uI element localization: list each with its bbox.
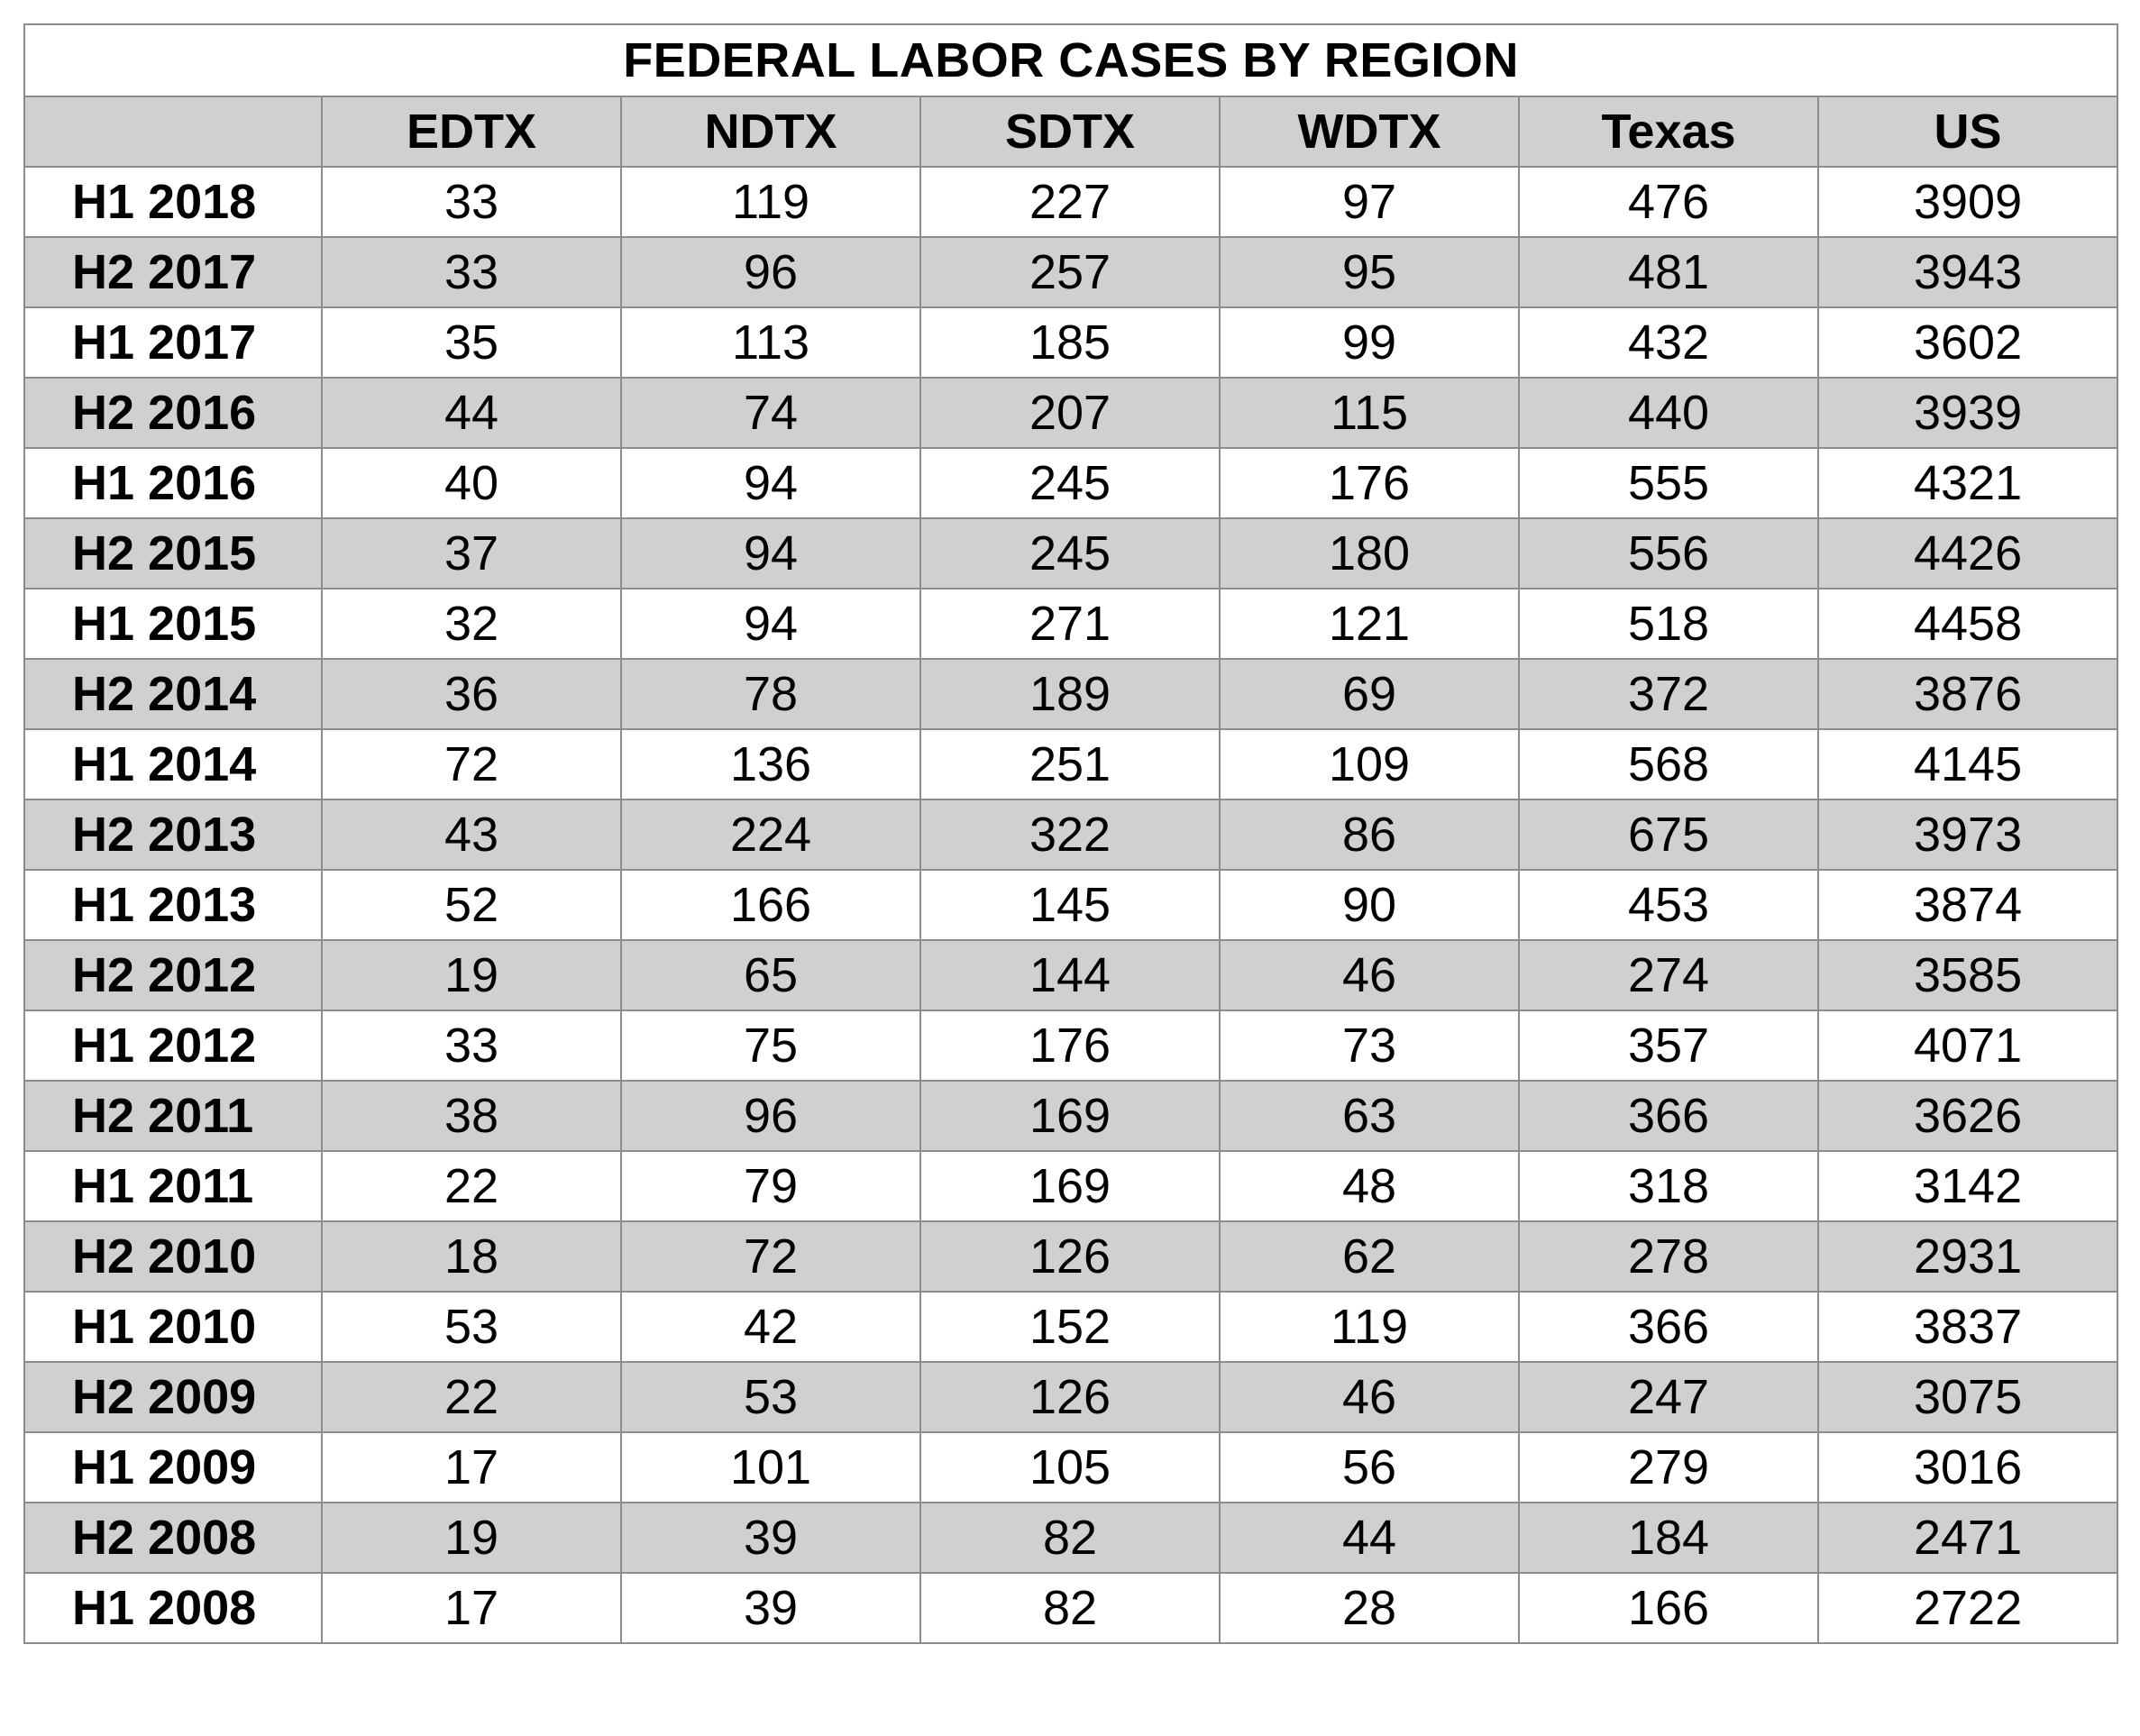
- value-cell: 19: [322, 940, 621, 1010]
- value-cell: 115: [1220, 378, 1519, 448]
- value-cell: 180: [1220, 518, 1519, 589]
- value-cell: 518: [1519, 589, 1818, 659]
- value-cell: 3876: [1818, 659, 2117, 729]
- row-label: H2 2009: [24, 1362, 322, 1432]
- value-cell: 3973: [1818, 799, 2117, 870]
- value-cell: 126: [920, 1362, 1220, 1432]
- value-cell: 94: [621, 518, 920, 589]
- value-cell: 82: [920, 1573, 1220, 1643]
- value-cell: 43: [322, 799, 621, 870]
- value-cell: 3943: [1818, 237, 2117, 307]
- column-header: EDTX: [322, 96, 621, 167]
- value-cell: 33: [322, 167, 621, 237]
- value-cell: 35: [322, 307, 621, 378]
- value-cell: 189: [920, 659, 1220, 729]
- value-cell: 33: [322, 1010, 621, 1081]
- table-row: [24, 307, 2117, 378]
- value-cell: 476: [1519, 167, 1818, 237]
- value-cell: 18: [322, 1221, 621, 1292]
- value-cell: 555: [1519, 448, 1818, 518]
- value-cell: 101: [621, 1432, 920, 1503]
- value-cell: 105: [920, 1432, 1220, 1503]
- table-row: [24, 1503, 2117, 1573]
- value-cell: 176: [1220, 448, 1519, 518]
- value-cell: 169: [920, 1151, 1220, 1221]
- table-row: [24, 378, 2117, 448]
- value-cell: 46: [1220, 940, 1519, 1010]
- column-header: WDTX: [1220, 96, 1519, 167]
- value-cell: 119: [621, 167, 920, 237]
- value-cell: 56: [1220, 1432, 1519, 1503]
- value-cell: 4321: [1818, 448, 2117, 518]
- value-cell: 251: [920, 729, 1220, 799]
- value-cell: 185: [920, 307, 1220, 378]
- row-label: H2 2012: [24, 940, 322, 1010]
- table-row: [24, 1362, 2117, 1432]
- value-cell: 28: [1220, 1573, 1519, 1643]
- row-label: H1 2009: [24, 1432, 322, 1503]
- row-label: H1 2011: [24, 1151, 322, 1221]
- value-cell: 184: [1519, 1503, 1818, 1573]
- row-label: H1 2017: [24, 307, 322, 378]
- table-row: [24, 729, 2117, 799]
- value-cell: 62: [1220, 1221, 1519, 1292]
- value-cell: 3602: [1818, 307, 2117, 378]
- value-cell: 227: [920, 167, 1220, 237]
- value-cell: 19: [322, 1503, 621, 1573]
- column-header: Texas: [1519, 96, 1818, 167]
- row-label: H1 2010: [24, 1292, 322, 1362]
- value-cell: 3837: [1818, 1292, 2117, 1362]
- value-cell: 3874: [1818, 870, 2117, 940]
- value-cell: 4071: [1818, 1010, 2117, 1081]
- value-cell: 257: [920, 237, 1220, 307]
- value-cell: 94: [621, 589, 920, 659]
- value-cell: 322: [920, 799, 1220, 870]
- row-label: H1 2016: [24, 448, 322, 518]
- value-cell: 245: [920, 448, 1220, 518]
- value-cell: 3626: [1818, 1081, 2117, 1151]
- row-label: H2 2011: [24, 1081, 322, 1151]
- value-cell: 22: [322, 1151, 621, 1221]
- value-cell: 2471: [1818, 1503, 2117, 1573]
- value-cell: 3075: [1818, 1362, 2117, 1432]
- value-cell: 145: [920, 870, 1220, 940]
- value-cell: 372: [1519, 659, 1818, 729]
- table-row: [24, 940, 2117, 1010]
- value-cell: 440: [1519, 378, 1818, 448]
- table-row: [24, 659, 2117, 729]
- row-label: H2 2010: [24, 1221, 322, 1292]
- row-label: H1 2012: [24, 1010, 322, 1081]
- value-cell: 53: [621, 1362, 920, 1432]
- value-cell: 82: [920, 1503, 1220, 1573]
- value-cell: 74: [621, 378, 920, 448]
- value-cell: 247: [1519, 1362, 1818, 1432]
- table-body: [24, 167, 2117, 1643]
- value-cell: 126: [920, 1221, 1220, 1292]
- table-row: [24, 1081, 2117, 1151]
- value-cell: 72: [322, 729, 621, 799]
- value-cell: 271: [920, 589, 1220, 659]
- value-cell: 46: [1220, 1362, 1519, 1432]
- value-cell: 36: [322, 659, 621, 729]
- row-label: H2 2014: [24, 659, 322, 729]
- row-label: H1 2008: [24, 1573, 322, 1643]
- value-cell: 166: [621, 870, 920, 940]
- column-header: SDTX: [920, 96, 1220, 167]
- value-cell: 2931: [1818, 1221, 2117, 1292]
- value-cell: 22: [322, 1362, 621, 1432]
- table-row: [24, 589, 2117, 659]
- value-cell: 17: [322, 1432, 621, 1503]
- value-cell: 4145: [1818, 729, 2117, 799]
- table-row: [24, 1010, 2117, 1081]
- value-cell: 3142: [1818, 1151, 2117, 1221]
- value-cell: 38: [322, 1081, 621, 1151]
- value-cell: 72: [621, 1221, 920, 1292]
- value-cell: 274: [1519, 940, 1818, 1010]
- column-header: US: [1818, 96, 2117, 167]
- table-row: [24, 448, 2117, 518]
- value-cell: 37: [322, 518, 621, 589]
- value-cell: 432: [1519, 307, 1818, 378]
- value-cell: 207: [920, 378, 1220, 448]
- row-label: H1 2013: [24, 870, 322, 940]
- table-row: [24, 1573, 2117, 1643]
- value-cell: 556: [1519, 518, 1818, 589]
- value-cell: 3909: [1818, 167, 2117, 237]
- value-cell: 675: [1519, 799, 1818, 870]
- value-cell: 79: [621, 1151, 920, 1221]
- value-cell: 99: [1220, 307, 1519, 378]
- table-row: [24, 870, 2117, 940]
- value-cell: 96: [621, 1081, 920, 1151]
- value-cell: 86: [1220, 799, 1519, 870]
- table-row: [24, 1432, 2117, 1503]
- value-cell: 481: [1519, 237, 1818, 307]
- table-row: [24, 167, 2117, 237]
- value-cell: 166: [1519, 1573, 1818, 1643]
- row-label: H2 2016: [24, 378, 322, 448]
- table-row: [24, 237, 2117, 307]
- row-label: H2 2017: [24, 237, 322, 307]
- value-cell: 121: [1220, 589, 1519, 659]
- value-cell: 176: [920, 1010, 1220, 1081]
- column-header: NDTX: [621, 96, 920, 167]
- column-header-row: [24, 96, 2117, 167]
- value-cell: 109: [1220, 729, 1519, 799]
- value-cell: 453: [1519, 870, 1818, 940]
- row-label: H2 2013: [24, 799, 322, 870]
- value-cell: 96: [621, 237, 920, 307]
- value-cell: 33: [322, 237, 621, 307]
- table-title: FEDERAL LABOR CASES BY REGION: [24, 24, 2117, 96]
- value-cell: 3939: [1818, 378, 2117, 448]
- value-cell: 97: [1220, 167, 1519, 237]
- value-cell: 2722: [1818, 1573, 2117, 1643]
- value-cell: 73: [1220, 1010, 1519, 1081]
- value-cell: 119: [1220, 1292, 1519, 1362]
- value-cell: 65: [621, 940, 920, 1010]
- value-cell: 144: [920, 940, 1220, 1010]
- row-label: H1 2018: [24, 167, 322, 237]
- value-cell: 245: [920, 518, 1220, 589]
- value-cell: 44: [322, 378, 621, 448]
- value-cell: 69: [1220, 659, 1519, 729]
- value-cell: 95: [1220, 237, 1519, 307]
- value-cell: 366: [1519, 1081, 1818, 1151]
- table-row: [24, 1292, 2117, 1362]
- table-row: [24, 1221, 2117, 1292]
- value-cell: 113: [621, 307, 920, 378]
- value-cell: 39: [621, 1503, 920, 1573]
- value-cell: 53: [322, 1292, 621, 1362]
- value-cell: 152: [920, 1292, 1220, 1362]
- value-cell: 32: [322, 589, 621, 659]
- value-cell: 94: [621, 448, 920, 518]
- labor-cases-table: [23, 23, 2118, 1644]
- value-cell: 44: [1220, 1503, 1519, 1573]
- value-cell: 52: [322, 870, 621, 940]
- value-cell: 568: [1519, 729, 1818, 799]
- row-label: H2 2015: [24, 518, 322, 589]
- value-cell: 90: [1220, 870, 1519, 940]
- table-row: [24, 518, 2117, 589]
- row-label: H2 2008: [24, 1503, 322, 1573]
- value-cell: 42: [621, 1292, 920, 1362]
- value-cell: 48: [1220, 1151, 1519, 1221]
- table-row: [24, 799, 2117, 870]
- value-cell: 4458: [1818, 589, 2117, 659]
- value-cell: 318: [1519, 1151, 1818, 1221]
- value-cell: 278: [1519, 1221, 1818, 1292]
- row-label: H1 2015: [24, 589, 322, 659]
- value-cell: 63: [1220, 1081, 1519, 1151]
- value-cell: 279: [1519, 1432, 1818, 1503]
- value-cell: 3585: [1818, 940, 2117, 1010]
- labor-cases-table-container: [23, 23, 2117, 1644]
- value-cell: 357: [1519, 1010, 1818, 1081]
- value-cell: 40: [322, 448, 621, 518]
- value-cell: 4426: [1818, 518, 2117, 589]
- value-cell: 39: [621, 1573, 920, 1643]
- value-cell: 224: [621, 799, 920, 870]
- column-header-blank: [24, 96, 322, 167]
- value-cell: 136: [621, 729, 920, 799]
- value-cell: 78: [621, 659, 920, 729]
- value-cell: 169: [920, 1081, 1220, 1151]
- value-cell: 17: [322, 1573, 621, 1643]
- title-row: [24, 24, 2117, 96]
- value-cell: 75: [621, 1010, 920, 1081]
- row-label: H1 2014: [24, 729, 322, 799]
- value-cell: 366: [1519, 1292, 1818, 1362]
- table-row: [24, 1151, 2117, 1221]
- value-cell: 3016: [1818, 1432, 2117, 1503]
